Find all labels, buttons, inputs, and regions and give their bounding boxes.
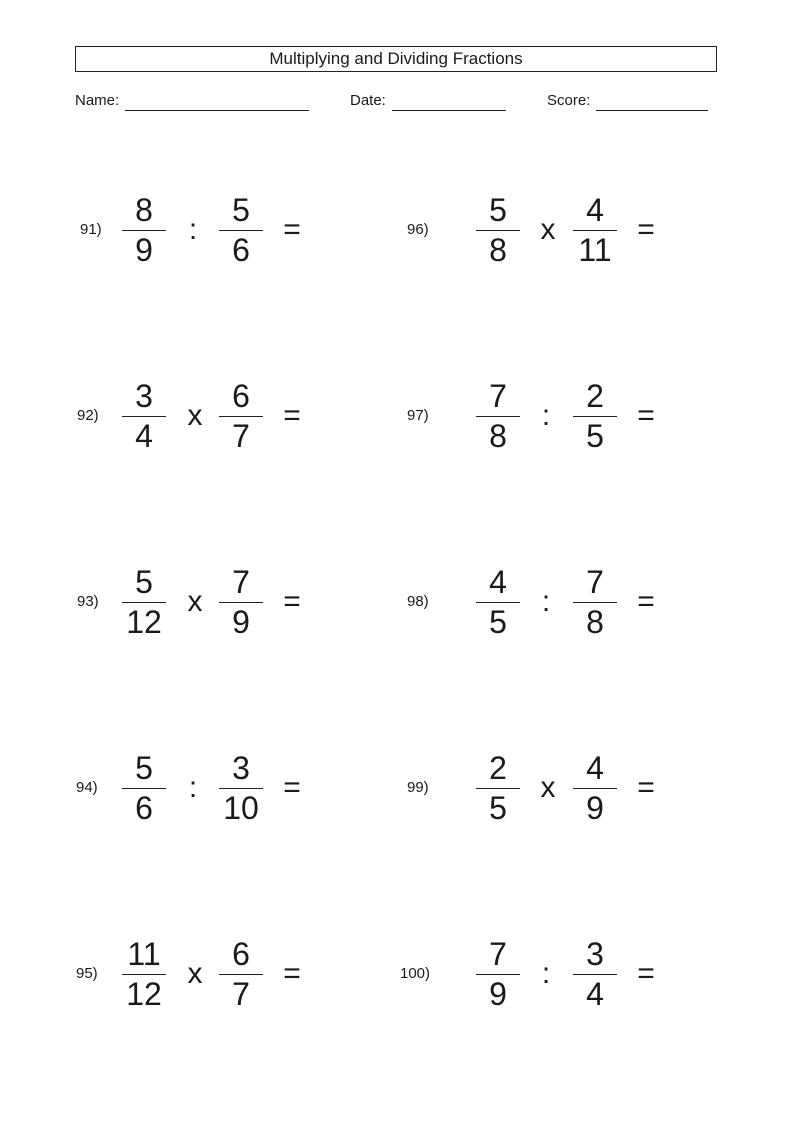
problem-97 — [400, 378, 700, 458]
problem-94 — [70, 750, 370, 830]
problem-number: 95) — [76, 965, 98, 982]
fraction-b — [219, 750, 263, 830]
denominator: 12 — [126, 604, 162, 640]
fraction-bar — [573, 602, 617, 603]
denominator: 7 — [232, 976, 250, 1012]
fraction-bar — [573, 788, 617, 789]
problem-95 — [70, 936, 370, 1016]
fraction-a — [476, 192, 520, 272]
denominator: 7 — [232, 418, 250, 454]
fraction-b — [219, 564, 263, 644]
fraction-bar — [122, 602, 166, 603]
fraction-bar — [476, 602, 520, 603]
fraction-bar — [476, 230, 520, 231]
fraction-a — [122, 936, 166, 1016]
date-blank[interactable] — [392, 94, 506, 111]
numerator: 7 — [489, 378, 507, 414]
denominator: 4 — [135, 418, 153, 454]
operator: x — [187, 957, 203, 990]
numerator: 11 — [127, 936, 161, 972]
fraction-b — [573, 750, 617, 830]
numerator: 4 — [586, 750, 604, 786]
numerator: 3 — [586, 936, 604, 972]
score-field — [547, 91, 708, 111]
problem-91 — [70, 192, 370, 272]
denominator: 9 — [586, 790, 604, 826]
numerator: 7 — [489, 936, 507, 972]
numerator: 5 — [232, 192, 250, 228]
problem-number: 97) — [407, 407, 429, 424]
problem-number: 99) — [407, 779, 429, 796]
fraction-b — [573, 378, 617, 458]
equals-sign: = — [283, 771, 301, 804]
problem-99 — [400, 750, 700, 830]
operator: x — [187, 585, 203, 618]
fraction-b — [219, 936, 263, 1016]
problem-92 — [70, 378, 370, 458]
fraction-bar — [573, 416, 617, 417]
fraction-bar — [219, 602, 263, 603]
operator: x — [187, 399, 203, 432]
score-label: Score: — [547, 92, 591, 109]
denominator: 6 — [135, 790, 153, 826]
equals-sign: = — [283, 585, 301, 618]
problem-number: 98) — [407, 593, 429, 610]
fraction-bar — [122, 416, 166, 417]
fraction-bar — [219, 416, 263, 417]
numerator: 6 — [232, 936, 250, 972]
fraction-bar — [122, 974, 166, 975]
numerator: 4 — [586, 192, 604, 228]
name-blank[interactable] — [125, 94, 309, 111]
denominator: 6 — [232, 232, 250, 268]
fraction-a — [122, 750, 166, 830]
problem-number: 100) — [400, 965, 431, 982]
equals-sign: = — [283, 399, 301, 432]
date-label: Date: — [350, 92, 386, 109]
equals-sign: = — [637, 771, 655, 804]
problem-number: 93) — [77, 593, 99, 610]
operator: x — [540, 213, 556, 246]
numerator: 5 — [135, 750, 153, 786]
equals-sign: = — [637, 957, 655, 990]
fraction-a — [122, 378, 166, 458]
fraction-bar — [573, 230, 617, 231]
problem-93 — [70, 564, 370, 644]
operator: : — [188, 213, 198, 246]
fraction-bar — [219, 788, 263, 789]
denominator: 12 — [126, 976, 162, 1012]
fraction-a — [122, 192, 166, 272]
fraction-b — [573, 936, 617, 1016]
denominator: 8 — [586, 604, 604, 640]
operator: : — [541, 399, 551, 432]
operator: : — [541, 585, 551, 618]
equals-sign: = — [283, 213, 301, 246]
fraction-bar — [219, 230, 263, 231]
operator: : — [541, 957, 551, 990]
equals-sign: = — [637, 213, 655, 246]
fraction-bar — [122, 230, 166, 231]
equals-sign: = — [637, 585, 655, 618]
fraction-b — [573, 564, 617, 644]
score-blank[interactable] — [596, 94, 708, 111]
denominator: 4 — [586, 976, 604, 1012]
fraction-bar — [219, 974, 263, 975]
denominator: 8 — [489, 232, 507, 268]
fraction-a — [476, 378, 520, 458]
fraction-bar — [573, 974, 617, 975]
fraction-b — [219, 192, 263, 272]
numerator: 7 — [232, 564, 250, 600]
numerator: 4 — [489, 564, 507, 600]
denominator: 9 — [232, 604, 250, 640]
numerator: 3 — [232, 750, 250, 786]
denominator: 5 — [586, 418, 604, 454]
worksheet-title: Multiplying and Dividing Fractions — [75, 46, 717, 72]
denominator: 9 — [135, 232, 153, 268]
fraction-bar — [476, 788, 520, 789]
denominator: 11 — [578, 232, 612, 268]
numerator: 6 — [232, 378, 250, 414]
problem-number: 92) — [77, 407, 99, 424]
numerator: 5 — [489, 192, 507, 228]
fraction-a — [476, 564, 520, 644]
fraction-a — [476, 936, 520, 1016]
denominator: 8 — [489, 418, 507, 454]
fraction-b — [573, 192, 617, 272]
operator: x — [540, 771, 556, 804]
equals-sign: = — [637, 399, 655, 432]
equals-sign: = — [283, 957, 301, 990]
fraction-a — [476, 750, 520, 830]
denominator: 5 — [489, 790, 507, 826]
numerator: 7 — [586, 564, 604, 600]
problem-100 — [400, 936, 700, 1016]
numerator: 5 — [135, 564, 153, 600]
denominator: 5 — [489, 604, 507, 640]
fraction-b — [219, 378, 263, 458]
problem-96 — [400, 192, 700, 272]
numerator: 3 — [135, 378, 153, 414]
denominator: 9 — [489, 976, 507, 1012]
fraction-a — [122, 564, 166, 644]
fraction-bar — [122, 788, 166, 789]
problem-number: 94) — [76, 779, 98, 796]
operator: : — [188, 771, 198, 804]
problem-number: 96) — [407, 221, 429, 238]
denominator: 10 — [223, 790, 259, 826]
numerator: 2 — [489, 750, 507, 786]
numerator: 8 — [135, 192, 153, 228]
problem-number: 91) — [80, 221, 102, 238]
date-field — [350, 91, 506, 111]
name-label: Name: — [75, 92, 120, 109]
fraction-bar — [476, 416, 520, 417]
name-field — [75, 91, 309, 111]
problem-98 — [400, 564, 700, 644]
fraction-bar — [476, 974, 520, 975]
numerator: 2 — [586, 378, 604, 414]
